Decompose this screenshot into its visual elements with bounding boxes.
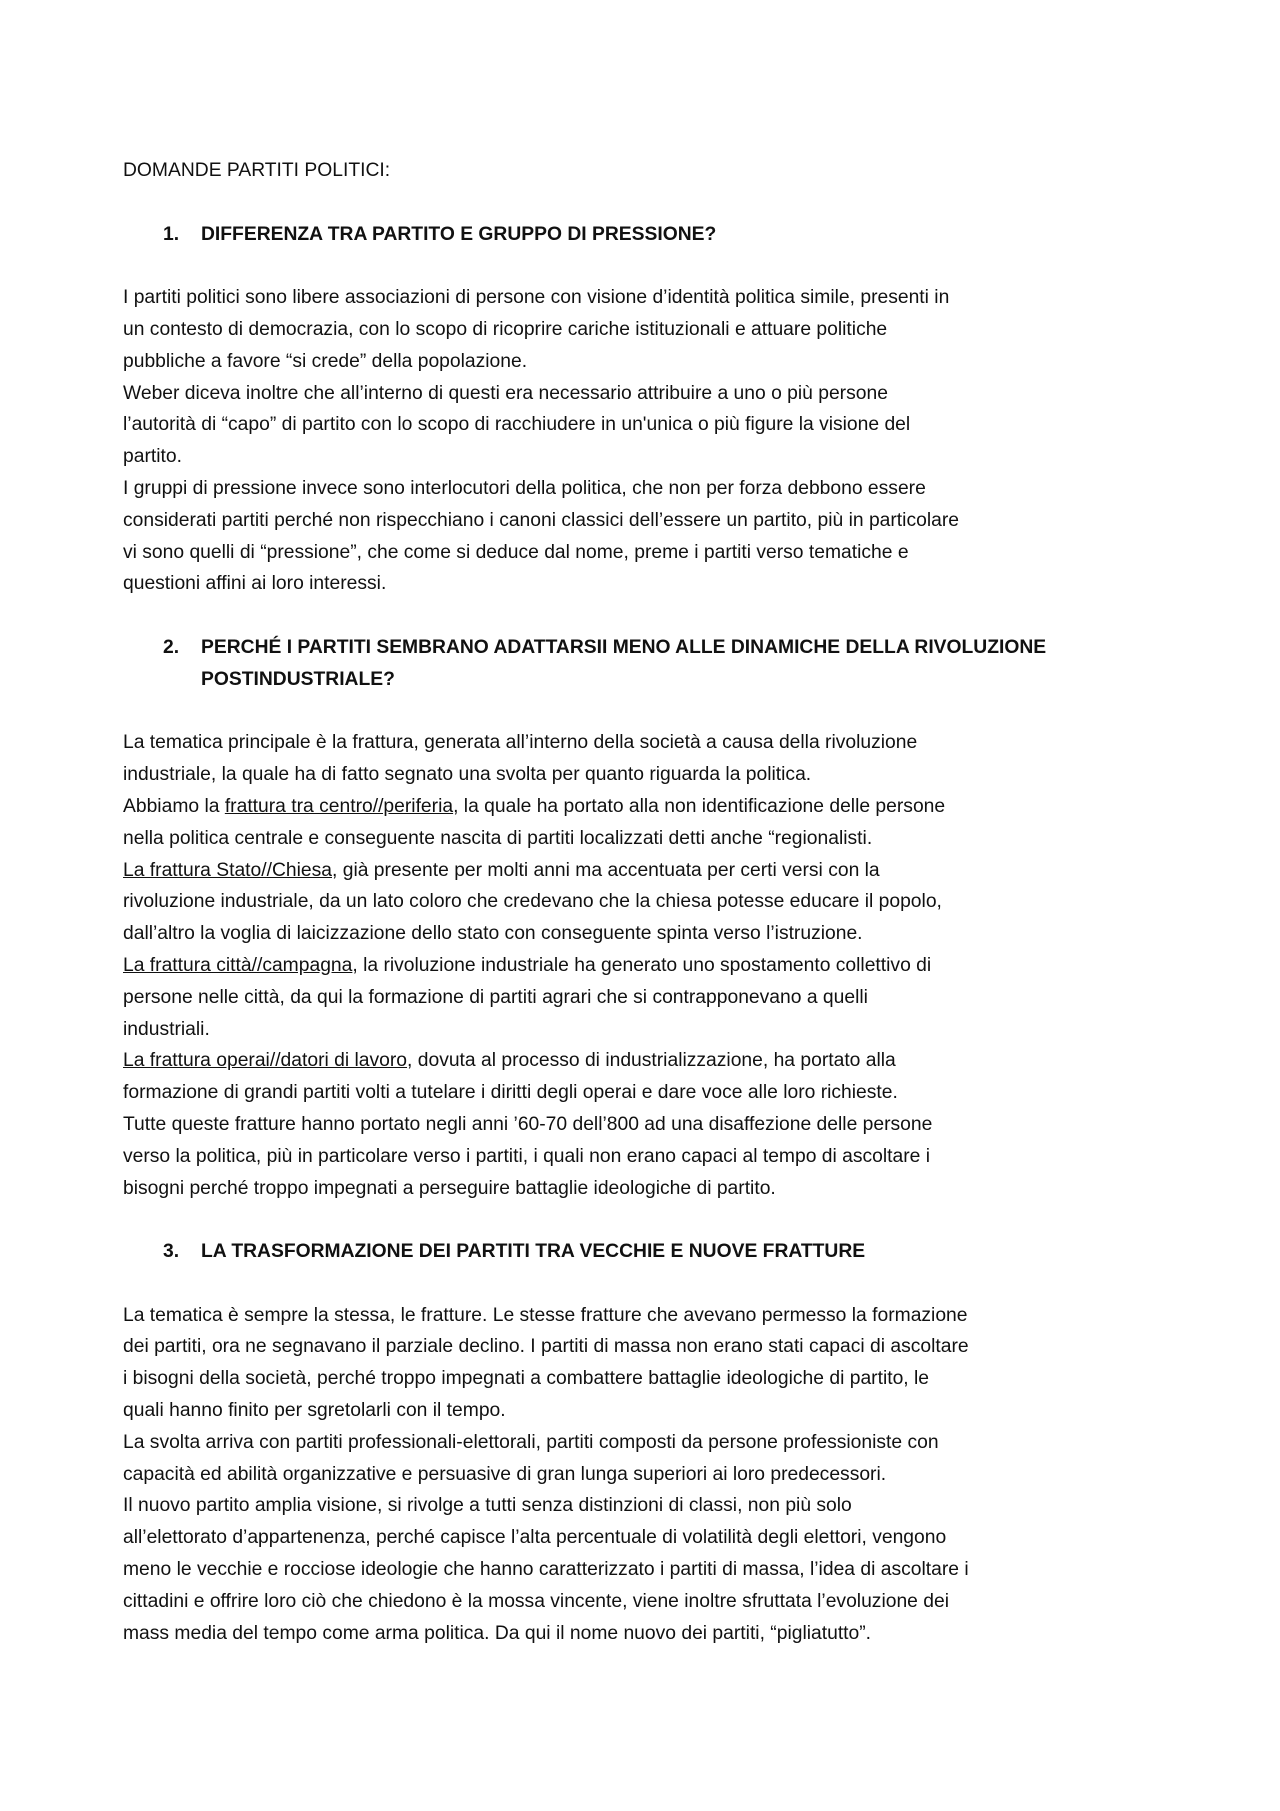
text-line [123, 1490, 1183, 1522]
text-segment: pubbliche a favore “si crede” della popolazione. [123, 350, 528, 372]
text-line [123, 982, 1183, 1014]
text-line [123, 282, 1183, 314]
text-line [123, 441, 1183, 473]
text-segment: quali hanno finito per sgretolarli con il tempo. [123, 1400, 506, 1422]
section-heading [123, 632, 1183, 696]
text-segment: , dovuta al processo di industrializzazione, ha portato alla [407, 1050, 896, 1072]
text-segment: cittadini e offrire loro ciò che chiedono è la mossa vincente, viene inoltre sfruttata l’evoluzione dei [123, 1590, 949, 1612]
text-segment: rivoluzione industriale, da un lato coloro che credevano che la chiesa potesse educare il popolo, [123, 891, 942, 913]
text-segment: dei partiti, ora ne segnavano il parziale declino. I partiti di massa non erano stati capaci di ascoltare [123, 1336, 969, 1358]
heading-text-line: DIFFERENZA TRA PARTITO E GRUPPO DI PRESSIONE? [201, 223, 717, 245]
heading-text-line: LA TRASFORMAZIONE DEI PARTITI TRA VECCHIE E NUOVE FRATTURE [201, 1241, 866, 1263]
blank-line [123, 600, 1183, 632]
blank-line [123, 250, 1183, 282]
section-2 [123, 600, 1183, 1204]
section-heading [123, 1236, 1183, 1268]
text-line [123, 759, 1183, 791]
text-segment: Weber diceva inoltre che all’interno di questi era necessario attribuire a uno o più persone [123, 382, 888, 404]
text-line [123, 568, 1183, 600]
text-line [123, 1014, 1183, 1046]
text-line [123, 1618, 1183, 1650]
section-body [123, 282, 1183, 600]
text-line [123, 1077, 1183, 1109]
text-line [123, 1331, 1183, 1363]
text-segment: vi sono quelli di “pressione”, che come si deduce dal nome, preme i partiti verso tematiche e [123, 541, 909, 563]
text-line [123, 823, 1183, 855]
heading-number: 2. [163, 636, 180, 658]
sections [123, 187, 1183, 1650]
text-segment: , la quale ha portato alla non identificazione delle persone [453, 795, 946, 817]
text-line [123, 1554, 1183, 1586]
text-segment: partito. [123, 446, 182, 468]
heading-text-line: POSTINDUSTRIALE? [201, 668, 395, 690]
text-segment: bisogni perché troppo impegnati a perseguire battaglie ideologiche di partito. [123, 1177, 776, 1199]
text-segment: persone nelle città, da qui la formazione di partiti agrari che si contrapponevano a quelli [123, 986, 868, 1008]
text-segment: formazione di grandi partiti volti a tutelare i diritti degli operai e dare voce alle loro richieste. [123, 1082, 898, 1104]
text-segment: La tematica principale è la frattura, generata all’interno della società a causa della rivoluzione [123, 732, 918, 754]
text-line [123, 1586, 1183, 1618]
document-page [123, 155, 1183, 1649]
text-segment: questioni affini ai loro interessi. [123, 573, 387, 595]
heading-number: 3. [163, 1241, 180, 1263]
section-heading [123, 219, 1183, 251]
section-body [123, 1300, 1183, 1650]
underlined-term: La frattura operai//datori di lavoro [123, 1050, 408, 1072]
text-segment: meno le vecchie e rocciose ideologie che hanno caratterizzato i partiti di massa, l’idea di ascoltare i [123, 1559, 969, 1581]
text-line [123, 950, 1183, 982]
section-3 [123, 1204, 1183, 1649]
text-line [123, 537, 1183, 569]
blank-line [123, 1268, 1183, 1300]
text-line [123, 1141, 1183, 1173]
text-line [123, 1522, 1183, 1554]
text-line [123, 473, 1183, 505]
text-line [123, 1300, 1183, 1332]
text-segment: Tutte queste fratture hanno portato negli anni ’60-70 dell’800 ad una disaffezione delle persone [123, 1113, 933, 1135]
text-segment: un contesto di democrazia, con lo scopo di ricoprire cariche istituzionali e attuare politiche [123, 318, 888, 340]
text-segment: all’elettorato d’appartenenza, perché capisce l’alta percentuale di volatilità degli elettori, vengono [123, 1527, 947, 1549]
text-line [123, 1045, 1183, 1077]
text-line [123, 1427, 1183, 1459]
text-line [123, 886, 1183, 918]
text-line [123, 505, 1183, 537]
text-line [123, 1363, 1183, 1395]
text-segment: Il nuovo partito amplia visione, si rivolge a tutti senza distinzioni di classi, non più solo [123, 1495, 852, 1517]
text-segment: l’autorità di “capo” di partito con lo scopo di racchiudere in un'unica o più figure la visione del [123, 414, 911, 436]
text-segment: dall’altro la voglia di laicizzazione dello stato con conseguente spinta verso l’istruzione. [123, 923, 863, 945]
text-segment: mass media del tempo come arma politica. Da qui il nome nuovo dei partiti, “pigliatutto”. [123, 1622, 872, 1644]
text-line [123, 314, 1183, 346]
text-segment: I gruppi di pressione invece sono interlocutori della politica, che non per forza debbono essere [123, 477, 926, 499]
section-body [123, 727, 1183, 1204]
text-segment: Abbiamo la [123, 795, 225, 817]
text-line [123, 1459, 1183, 1491]
text-line [123, 409, 1183, 441]
heading-number: 1. [163, 223, 180, 245]
text-line [123, 346, 1183, 378]
text-segment: industriali. [123, 1018, 210, 1040]
text-segment: industriale, la quale ha di fatto segnato una svolta per quanto riguarda la politica. [123, 764, 812, 786]
text-segment: verso la politica, più in particolare verso i partiti, i quali non erano capaci al tempo di ascoltare i [123, 1145, 931, 1167]
underlined-term: La frattura Stato//Chiesa, [123, 859, 338, 881]
text-segment: , la rivoluzione industriale ha generato uno spostamento collettivo di [352, 954, 932, 976]
text-line [123, 855, 1183, 887]
text-line [123, 791, 1183, 823]
blank-line [123, 696, 1183, 728]
underlined-term: La frattura città//campagna [123, 954, 353, 976]
section-1 [123, 187, 1183, 600]
text-line [123, 1395, 1183, 1427]
blank-line [123, 1204, 1183, 1236]
text-line [123, 1173, 1183, 1205]
text-segment: già presente per molti anni ma accentuata per certi versi con la [337, 859, 880, 881]
text-line [123, 918, 1183, 950]
text-segment: I partiti politici sono libere associazioni di persone con visione d’identità politica simile, presenti in [123, 287, 950, 309]
text-line [123, 1109, 1183, 1141]
text-segment: La svolta arriva con partiti professionali-elettorali, partiti composti da persone professioniste con [123, 1431, 939, 1453]
underlined-term: frattura tra centro//periferia [224, 795, 454, 817]
text-segment: i bisogni della società, perché troppo impegnati a combattere battaglie ideologiche di partito, le [123, 1368, 930, 1390]
blank-line [123, 187, 1183, 219]
text-segment: considerati partiti perché non rispecchiano i canoni classici dell’essere un partito, più in particolare [123, 509, 959, 531]
text-segment: nella politica centrale e conseguente nascita di partiti localizzati detti anche “regionalisti. [123, 827, 873, 849]
text-line [123, 378, 1183, 410]
text-segment: La tematica è sempre la stessa, le fratture. Le stesse fratture che avevano permesso la formazione [123, 1304, 968, 1326]
text-segment: capacità ed abilità organizzative e persuasive di gran lunga superiori ai loro predecessori. [123, 1463, 887, 1485]
document-title: DOMANDE PARTITI POLITICI: [123, 160, 391, 181]
text-line [123, 727, 1183, 759]
heading-text-line: PERCHÉ I PARTITI SEMBRANO ADATTARSII MENO ALLE DINAMICHE DELLA RIVOLUZIONE [201, 636, 1047, 658]
